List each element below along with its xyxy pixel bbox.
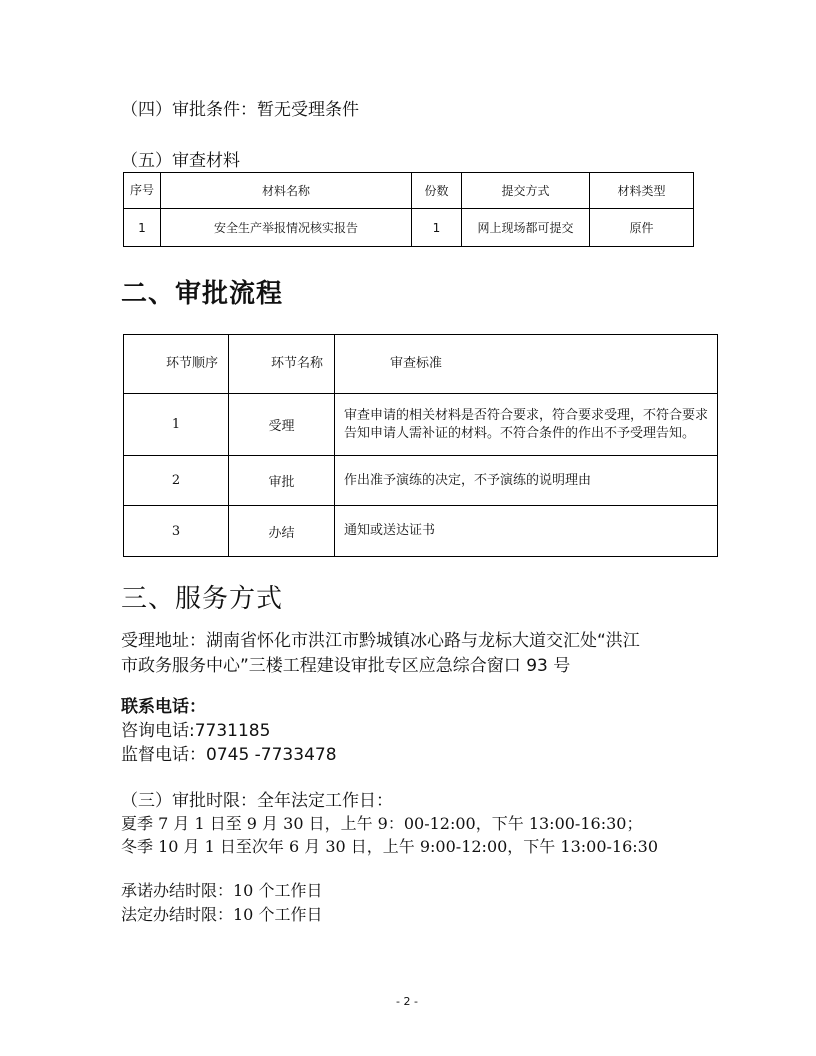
consult-phone: 咨询电话:7731185 (121, 721, 271, 741)
table-cell: 作出准予演练的决定，不予演练的说明理由 (335, 456, 718, 506)
table-cell: 3 (124, 506, 229, 557)
header-cell: 环节顺序 (124, 335, 229, 394)
supervise-phone: 监督电话：0745 -7733478 (121, 745, 337, 765)
header-cell: 序号 (124, 173, 161, 209)
table-cell: 网上现场都可提交 (462, 209, 590, 247)
process-table (123, 334, 718, 557)
table-header-row (124, 335, 718, 394)
page-number: - 2 - (396, 995, 418, 1008)
legal-time: 法定办结时限：10 个工作日 (121, 905, 323, 924)
table-row (124, 394, 718, 456)
header-cell: 环节名称 (229, 335, 335, 394)
table-cell: 1 (124, 394, 229, 456)
table-cell: 原件 (590, 209, 694, 247)
address-line-2: 市政务服务中心”三楼工程建设审批专区应急综合窗口 93 号 (121, 656, 571, 676)
approval-time-title: （三）审批时限：全年法定工作日： (121, 791, 393, 811)
table-cell: 1 (124, 209, 161, 247)
table-cell: 受理 (229, 394, 335, 456)
header-cell: 审查标准 (335, 335, 718, 394)
header-cell: 材料类型 (590, 173, 694, 209)
header-cell: 份数 (412, 173, 462, 209)
contact-title: 联系电话： (121, 697, 206, 717)
review-materials-title: （五）审查材料 (121, 151, 240, 171)
table-cell: 安全生产举报情况核实报告 (161, 209, 412, 247)
table-row (124, 456, 718, 506)
service-heading: 三、服务方式 (121, 584, 284, 614)
table-cell: 办结 (229, 506, 335, 557)
process-heading: 二、审批流程 (121, 279, 284, 309)
approval-conditions: （四）审批条件：暂无受理条件 (121, 100, 359, 120)
table-row (124, 209, 694, 247)
header-cell: 材料名称 (161, 173, 412, 209)
materials-table (123, 172, 694, 247)
winter-hours: 冬季 10 月 1 日至次年 6 月 30 日，上午 9:00-12:00，下午 13:00-16:30 (121, 837, 659, 856)
table-cell: 审查申请的相关材料是否符合要求，符合要求受理，不符合要求告知申请人需补证的材料。不符合条件的作出不予受理告知。 (335, 394, 718, 456)
address-line-1: 受理地址：湖南省怀化市洪江市黔城镇冰心路与龙标大道交汇处“洪江 (121, 631, 640, 651)
table-header-row (124, 173, 694, 209)
table-cell: 审批 (229, 456, 335, 506)
header-cell: 提交方式 (462, 173, 590, 209)
promise-time: 承诺办结时限：10 个工作日 (121, 881, 323, 900)
table-cell: 1 (412, 209, 462, 247)
summer-hours: 夏季 7 月 1 日至 9 月 30 日，上午 9：00-12:00，下午 13:00-16:30； (121, 814, 643, 833)
table-row (124, 506, 718, 557)
table-cell: 通知或送达证书 (335, 506, 718, 557)
table-cell: 2 (124, 456, 229, 506)
